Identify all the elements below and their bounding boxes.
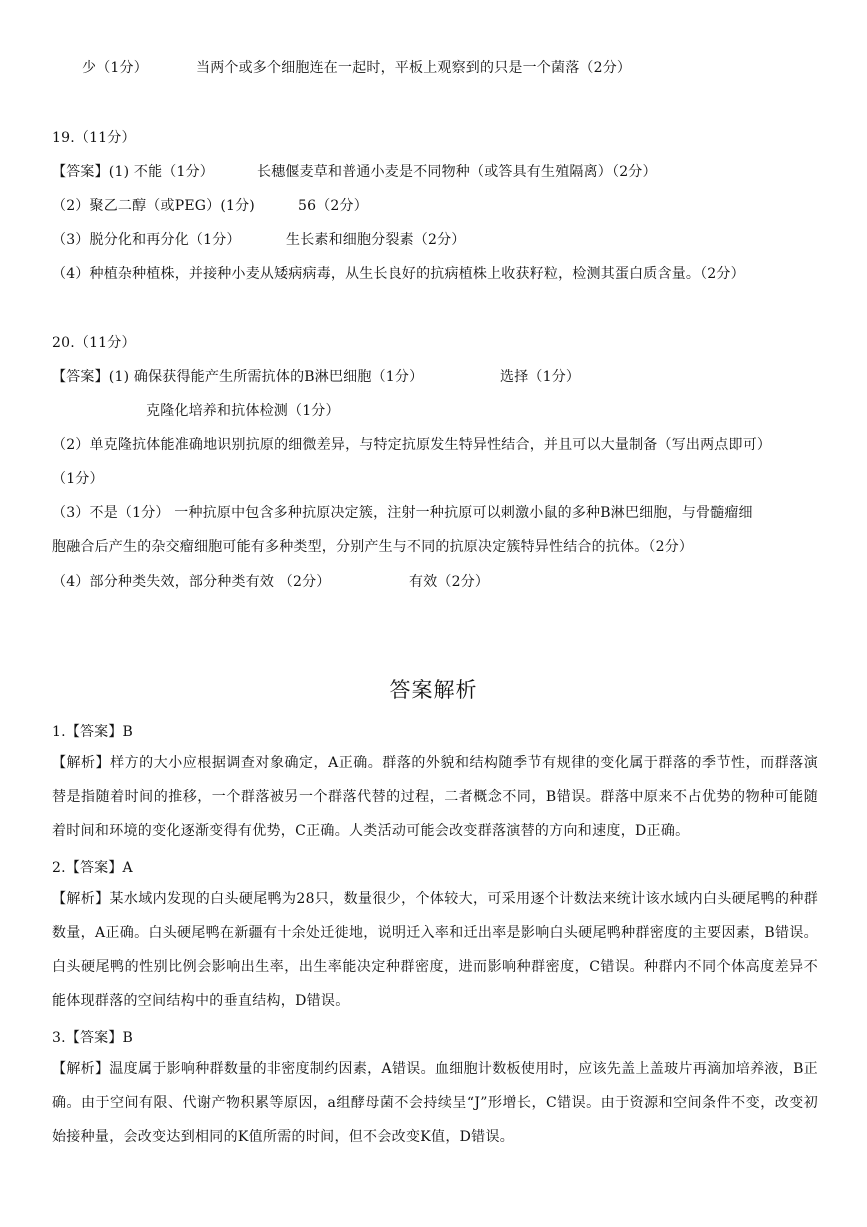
analysis-3-text: 【解析】温度属于影响种群数量的非密度制约因素，A错误。血细胞计数板使用时，应该先盖上盖玻片再滴加培养液，B正确。由于空间有限、代谢产物积累等原因，a组酵母菌不会持续呈“J”形增长，C错误。由于资源和空间条件不变，改变初始接种量，会改变达到相同的K值所需的时间，但不会改变K值，D错误。 <box>52 1061 818 1145</box>
q19-line3-a: （3）脱分化和再分化（1分） <box>52 232 241 248</box>
analysis-2-text: 【解析】某水域内发现的白头硬尾鸭为28只，数量很少，个体较大，可采用逐个计数法来统计该水域内白头硬尾鸭的种群数量，A正确。白头硬尾鸭在新疆有十余处迁徙地，说明迁入率和迁出率是影响白头硬尾鸭种群密度的主要因素，B错误。白头硬尾鸭的性别比例会影响出生率，出生率能决定种群密度，进而影响种群密度，C错误。种群内不同个体高度差异不能体现群落的空间结构中的垂直结构，D错误。 <box>52 891 818 1009</box>
q20-line1-a: 【答案】(1) 确保获得能产生所需抗体的B淋巴细胞（1分） <box>52 369 424 385</box>
q20-line1-b: 选择（1分） <box>500 369 581 385</box>
q19-header: 19.（11分） <box>52 130 136 146</box>
q18-tail-a: 少（1分） <box>82 60 148 76</box>
q20-line2: （2）单克隆抗体能准确地识别抗原的细微差异，与特定抗原发生特异性结合，并且可以大量制备（写出两点即可） <box>52 437 772 453</box>
analysis-1-header: 1.【答案】B <box>52 724 134 740</box>
q19-line2-b: 56（2分） <box>298 198 368 214</box>
q19-line1-b: 长穗偃麦草和普通小麦是不同物种（或答具有生殖隔离）（2分） <box>257 164 657 180</box>
q20-header: 20.（11分） <box>52 335 136 351</box>
analysis-title: 答案解析 <box>389 678 478 702</box>
analysis-3-header: 3.【答案】B <box>52 1030 134 1046</box>
q20-line3: （3）不是（1分） 一种抗原中包含多种抗原决定簇，注射一种抗原可以刺激小鼠的多种B淋巴细胞，与骨髓瘤细 <box>52 505 753 521</box>
q20-line3-b: 胞融合后产生的杂交瘤细胞可能有多种类型，分别产生与不同的抗原决定簇特异性结合的抗体。（2分） <box>52 539 694 555</box>
q18-tail-b: 当两个或多个细胞连在一起时，平板上观察到的只是一个菌落（2分） <box>196 60 632 76</box>
analysis-1-text: 【解析】样方的大小应根据调查对象确定，A正确。群落的外貌和结构随季节有规律的变化属于群落的季节性，而群落演替是指随着时间的推移，一个群落被另一个群落代替的过程，二者概念不同，B错误。群落中原来不占优势的物种可能随着时间和环境的变化逐渐变得有优势，C正确。人类活动可能会改变群落演替的方向和速度，D正确。 <box>52 755 818 839</box>
q19-line4: （4）种植杂种植株，并接种小麦从矮病病毒，从生长良好的抗病植株上收获籽粒，检测其蛋白质含量。（2分） <box>52 266 745 282</box>
q20-line4-a: （4）部分种类失效，部分种类有效 （2分） <box>52 574 331 590</box>
q19-line3-b: 生长素和细胞分裂素（2分） <box>286 232 466 248</box>
q20-line2-b: （1分） <box>52 471 104 487</box>
analysis-2-header: 2.【答案】A <box>52 860 133 876</box>
q19-line2-a: （2）聚乙二醇（或PEG）(1分) <box>52 198 255 214</box>
q20-line4-b: 有效（2分） <box>409 574 490 590</box>
q19-line1-a: 【答案】(1) 不能（1分） <box>52 164 214 180</box>
q20-line1-c: 克隆化培养和抗体检测（1分） <box>146 403 340 419</box>
